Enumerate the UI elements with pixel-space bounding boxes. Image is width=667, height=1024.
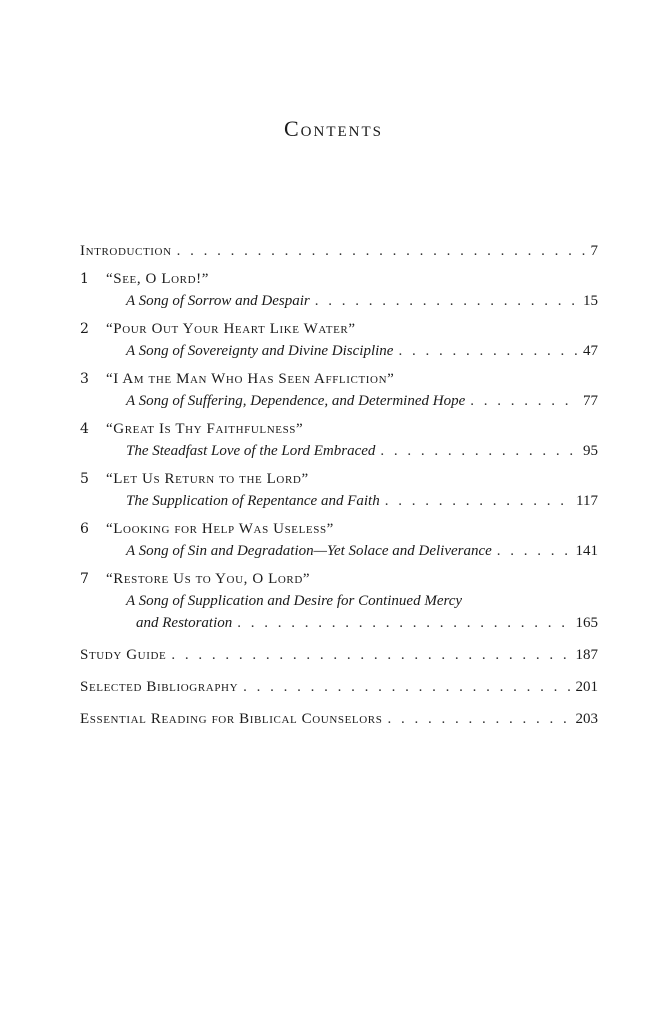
- chapter-heading: “I Am the Man Who Has Seen Affliction”: [106, 371, 395, 387]
- dot-leader: [497, 540, 571, 562]
- toc-entry-introduction[interactable]: [80, 240, 598, 262]
- page-number: 95: [583, 443, 598, 459]
- chapter-number: 6: [80, 521, 89, 537]
- chapter-number: 3: [80, 371, 89, 387]
- chapter-subtitle: A Song of Sin and Degradation—Yet Solace and Deliverance: [126, 543, 492, 559]
- toc-chapter-3[interactable]: [80, 368, 598, 412]
- chapter-heading: “Pour Out Your Heart Like Water”: [106, 321, 356, 337]
- chapter-heading: “See, O Lord!”: [106, 271, 209, 287]
- entry-label: Study Guide: [80, 647, 167, 663]
- toc-entry-essential-reading[interactable]: [80, 708, 598, 730]
- dot-leader: [398, 340, 578, 362]
- chapter-number: 7: [80, 571, 89, 587]
- dot-leader: [237, 612, 570, 634]
- toc-entry-selected-bibliography[interactable]: [80, 676, 598, 698]
- dot-leader: [171, 644, 570, 666]
- page-number: 77: [583, 393, 598, 409]
- dot-leader: [380, 440, 578, 462]
- dot-leader: [387, 708, 570, 730]
- page-title: Contents: [283, 116, 383, 141]
- entry-label: Selected Bibliography: [80, 679, 239, 695]
- chapter-heading: “Let Us Return to the Lord”: [106, 471, 309, 487]
- page-number: 47: [583, 343, 598, 359]
- entry-label: Introduction: [80, 243, 172, 259]
- chapter-number: 1: [80, 271, 89, 287]
- table-of-contents: [80, 240, 598, 730]
- dot-leader: [243, 676, 570, 698]
- page-number: 117: [576, 493, 598, 509]
- toc-chapter-5[interactable]: [80, 468, 598, 512]
- page-number: 141: [575, 543, 598, 559]
- page-number: 15: [583, 293, 598, 309]
- entry-label: Essential Reading for Biblical Counselors: [80, 711, 383, 727]
- page-number: 187: [575, 647, 598, 663]
- chapter-heading: “Great Is Thy Faithfulness”: [106, 421, 304, 437]
- toc-entry-study-guide[interactable]: [80, 644, 598, 666]
- chapter-number: 5: [80, 471, 89, 487]
- toc-chapter-6[interactable]: [80, 518, 598, 562]
- chapter-heading: “Looking for Help Was Useless”: [106, 521, 334, 537]
- chapter-number: 4: [80, 421, 89, 437]
- chapter-subtitle: A Song of Supplication and Desire for Continued Mercy: [126, 593, 463, 609]
- toc-chapter-7[interactable]: [80, 568, 598, 634]
- toc-chapter-1[interactable]: [80, 268, 598, 312]
- chapter-number: 2: [80, 321, 89, 337]
- page-number: 165: [575, 615, 598, 631]
- chapter-subtitle: The Supplication of Repentance and Faith: [126, 493, 380, 509]
- toc-chapter-4[interactable]: [80, 418, 598, 462]
- page-number: 7: [590, 243, 598, 259]
- chapter-subtitle: A Song of Suffering, Dependence, and Determined Hope: [126, 393, 466, 409]
- page-number: 203: [575, 711, 598, 727]
- chapter-subtitle-continued: and Restoration: [136, 615, 233, 631]
- dot-leader: [177, 240, 586, 262]
- chapter-subtitle: A Song of Sovereignty and Divine Discipline: [126, 343, 394, 359]
- dot-leader: [385, 490, 571, 512]
- toc-chapter-2[interactable]: [80, 318, 598, 362]
- dot-leader: [470, 390, 578, 412]
- chapter-subtitle: A Song of Sorrow and Despair: [126, 293, 310, 309]
- chapter-subtitle: The Steadfast Love of the Lord Embraced: [126, 443, 376, 459]
- page-number: 201: [575, 679, 598, 695]
- dot-leader: [315, 290, 578, 312]
- chapter-heading: “Restore Us to You, O Lord”: [106, 571, 311, 587]
